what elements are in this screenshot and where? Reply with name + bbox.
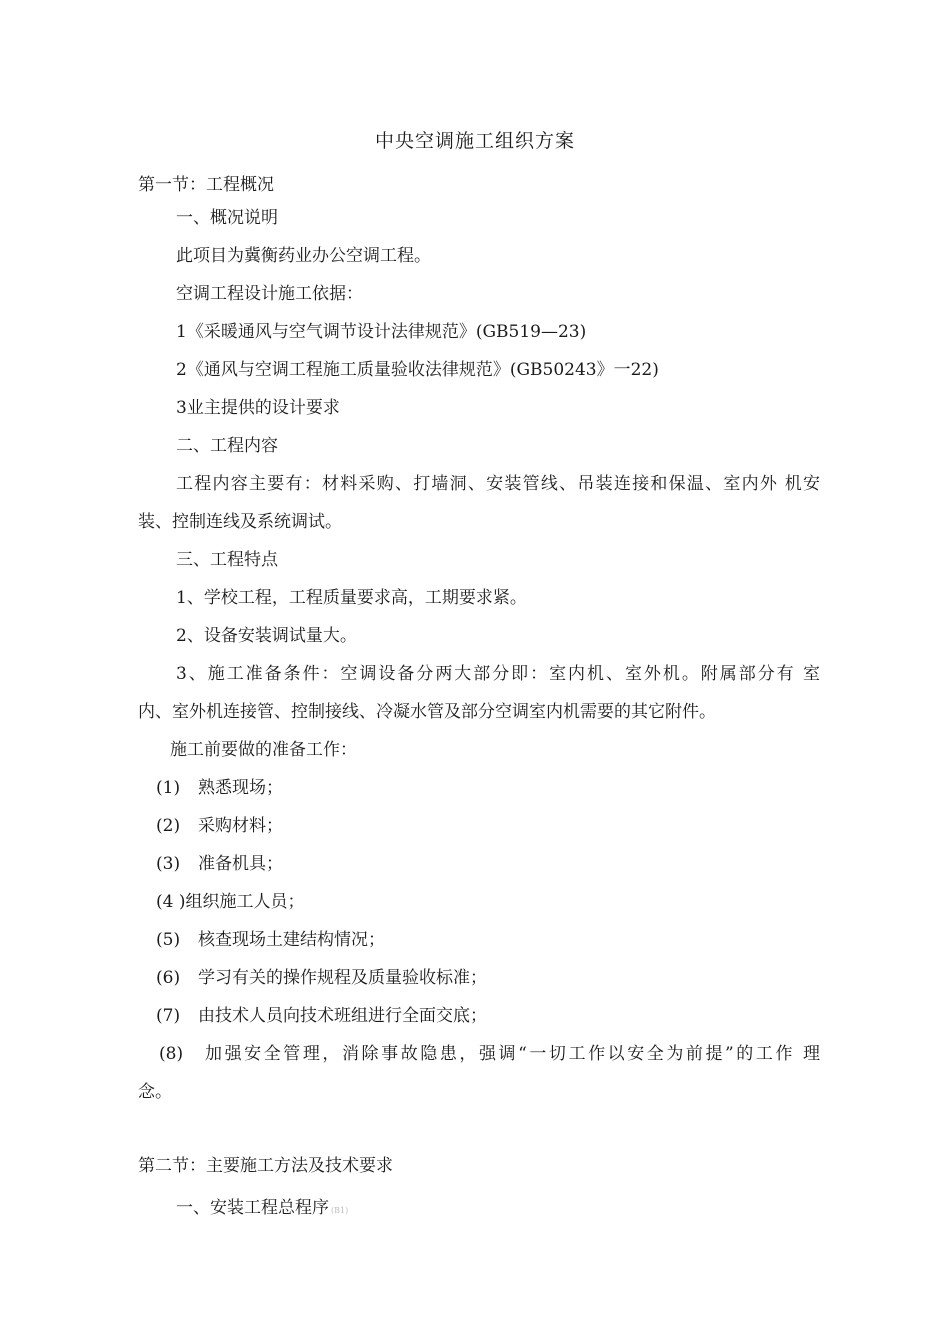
prep-item-number: (2)	[156, 816, 181, 836]
feature-item: 3、施工准备条件：空调设备分两大部分即：室内机、室外机。附属部分有 室	[176, 664, 820, 684]
subheading-text: 一、安装工程总程序	[176, 1198, 329, 1218]
prep-heading: 施工前要做的准备工作：	[170, 740, 357, 760]
prep-item-number: (6)	[156, 968, 181, 988]
section-1-heading: 第一节：工程概况	[138, 175, 274, 195]
prep-list-item	[156, 967, 487, 989]
subheading-features: 三、工程特点	[176, 550, 278, 570]
prep-item-number: (5)	[156, 930, 181, 950]
section-2-heading: 第二节：主要施工方法及技术要求	[138, 1156, 393, 1176]
prep-item-continuation: 念。	[138, 1082, 172, 1102]
prep-item-text: 组织施工人员；	[185, 892, 305, 912]
subheading-content: 二、工程内容	[176, 436, 278, 456]
prep-item-text: 学习有关的操作规程及质量验收标准；	[198, 968, 487, 988]
prep-list-item	[156, 1005, 487, 1027]
prep-item-number: (8)	[159, 1044, 184, 1064]
prep-item-number: (3)	[156, 854, 181, 874]
prep-item-text: 由技术人员向技术班组进行全面交底；	[198, 1006, 487, 1026]
prep-list-item	[156, 891, 304, 913]
prep-item-text: 熟悉现场；	[198, 778, 283, 798]
prep-item-text: 准备机具；	[198, 854, 283, 874]
prep-list-item	[156, 929, 385, 951]
prep-item-number: (7)	[156, 1006, 181, 1026]
basis-item: 3业主提供的设计要求	[176, 398, 340, 418]
prep-item-number: (1)	[156, 778, 181, 798]
prep-list-item	[156, 777, 283, 799]
prep-item-number: (4 )	[156, 892, 186, 912]
feature-item: 1、学校工程，工程质量要求高，工期要求紧。	[176, 588, 527, 608]
feature-item-continuation: 内、室外机连接管、控制接线、冷凝水管及部分空调室内机需要的其它附件。	[138, 702, 716, 722]
paragraph-basis-intro: 空调工程设计施工依据：	[176, 284, 363, 304]
subheading-install-procedure	[176, 1197, 348, 1222]
prep-item-text: 核查现场土建结构情况；	[198, 930, 385, 950]
subheading-overview: 一、概况说明	[176, 208, 278, 228]
prep-list-item	[156, 853, 283, 875]
paragraph-project: 此项目为冀衡药业办公空调工程。	[176, 246, 431, 266]
feature-item: 2、设备安装调试量大。	[176, 626, 357, 646]
prep-list-item	[156, 815, 283, 837]
document-title: 中央空调施工组织方案	[374, 130, 575, 152]
faint-mark: (B1)	[331, 1206, 349, 1215]
basis-item: 1《采暖通风与空气调节设计法律规范》(GB519—23)	[176, 322, 587, 342]
prep-item-text: 加强安全管理，消除事故隐患，强调“一切工作以安全为前提”的工作 理	[205, 1044, 820, 1064]
basis-item: 2《通风与空调工程施工质量验收法律规范》(GB50243》一22)	[176, 360, 659, 380]
paragraph-content-line: 工程内容主要有：材料采购、打墙洞、安装管线、吊装连接和保温、室内外 机安	[176, 474, 820, 494]
paragraph-content-line: 装、控制连线及系统调试。	[138, 512, 342, 532]
prep-item-text: 采购材料；	[198, 816, 283, 836]
